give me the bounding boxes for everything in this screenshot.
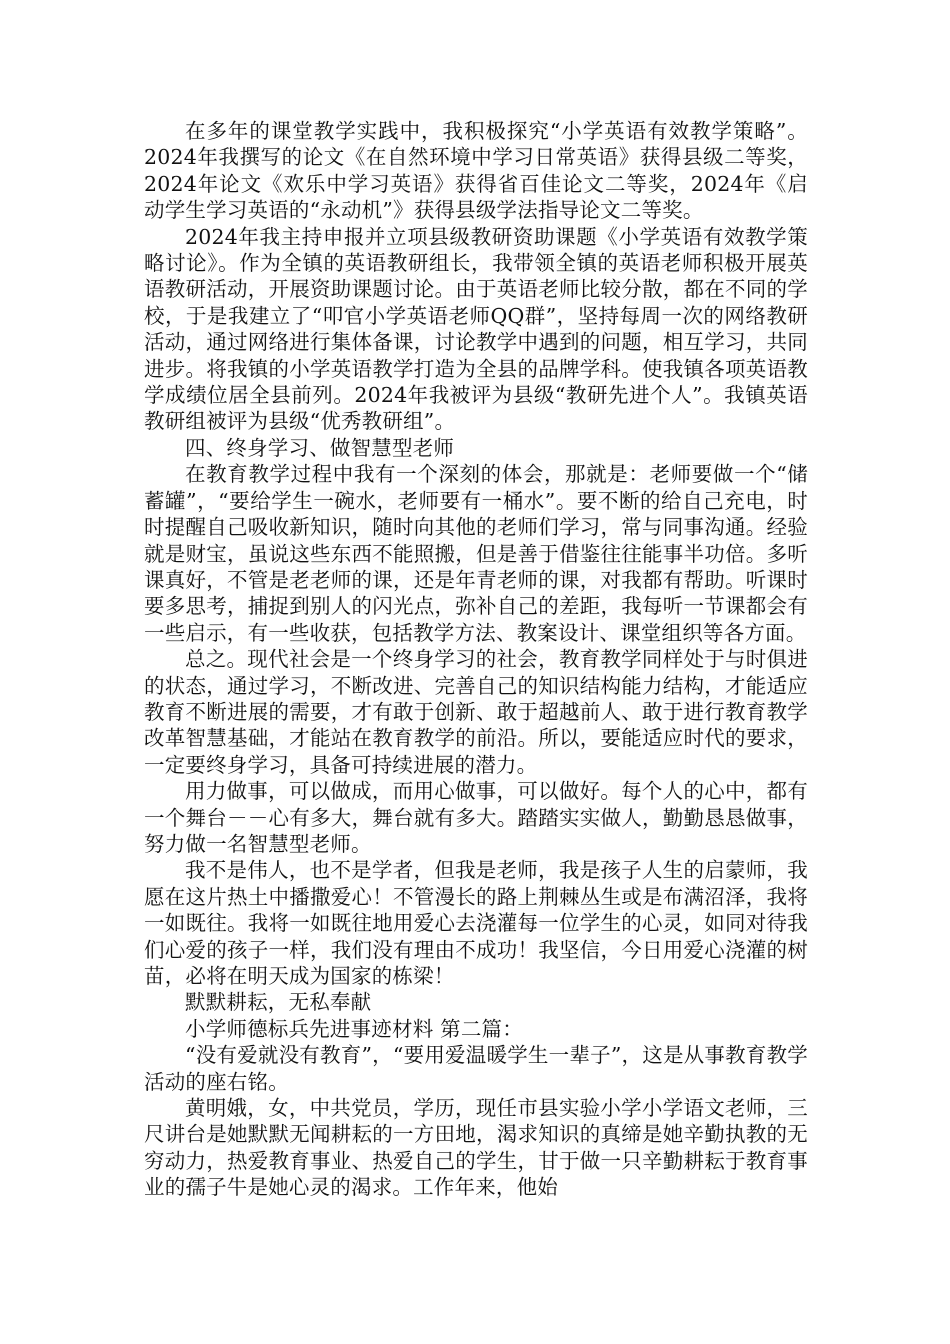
- paragraph-motto: 默默耕耘，无私奉献: [185, 990, 372, 1015]
- section-heading-lifelong-learning: 四、终身学习、做智慧型老师: [185, 435, 455, 460]
- paragraph-summary: 总之。现代社会是一个终身学习的社会，教育教学同样处于与时俱进的状态，通过学习，不断改进、完善自己的知识结构能力结构，才能适应教育不断进展的需要，才有敢于创新、敢于超越前人、敢于进行教育教学改革智慧基础，才能站在教育教学的前沿。所以，要能适应时代的要求，一定要终身学习，具备可持续进展的潜力。: [144, 647, 808, 777]
- paragraph-research-project: 2024年我主持申报并立项县级教研资助课题《小学英语有效教学策略讨论》。作为全镇的英语教研组长，我带领全镇的英语老师积极开展英语教研活动，开展资助课题讨论。由于英语老师比较分散，都在不同的学校，于是我建立了“叩官小学英语老师QQ群”，坚持每周一次的网络教研活动，通过网络进行集体备课，讨论教学中遇到的问题，相互学习，共同进步。将我镇的小学英语教学打造为全县的品牌学科。使我镇各项英语教学成绩位居全县前列。2024年我被评为县级“教研先进个人”。我镇英语教研组被评为县级“优秀教研组”。: [144, 224, 808, 434]
- paragraph-teaching-experience: 在教育教学过程中我有一个深刻的体会，那就是：老师要做一个“储蓄罐”，“要给学生一碗水，老师要有一桶水”。要不断的给自己充电，时时提醒自己吸收新知识，随时向其他的老师们学习，常与同事沟通。经验就是财宝，虽说这些东西不能照搬，但是善于借鉴往往能事半功倍。多听课真好，不管是老老师的课，还是年青老师的课，对我都有帮助。听课时要多思考，捕捉到别人的闪光点，弥补自己的差距，我每听一节课都会有一些启示，有一些收获，包括教学方法、教案设计、课堂组织等各方面。: [144, 462, 808, 645]
- paragraph-effort: 用力做事，可以做成，而用心做事，可以做好。每个人的心中，都有一个舞台－－心有多大，舞台就有多大。踏踏实实做人，勤勤恳恳做事，努力做一名智慧型老师。: [144, 779, 808, 856]
- paragraph-profile: 黄明娥，女，中共党员，学历，现任市县实验小学小学语文老师，三尺讲台是她默默无闻耕耘的一方田地，渴求知识的真缔是她辛勤执教的无穷动力，热爱教育事业、热爱自己的学生，甘于做一只辛勤耕耘于教育事业的孺子牛是她心灵的渴求。工作年来，他始: [144, 1096, 808, 1200]
- document-page: [144, 118, 808, 1201]
- paragraph-second-article-title: 小学师德标兵先进事迹材料 第二篇：: [185, 1016, 523, 1041]
- paragraph-quote: “没有爱就没有教育”，“要用爱温暖学生一辈子”，这是从事教育教学活动的座右铭。: [144, 1043, 808, 1094]
- paragraph-research-papers: 在多年的课堂教学实践中，我积极探究“小学英语有效教学策略”。2024年我撰写的论文《在自然环境中学习日常英语》获得县级二等奖，2024年论文《欢乐中学习英语》获得省百佳论文二等奖，2024年《启动学生学习英语的“永动机”》获得县级学法指导论文二等奖。: [144, 119, 808, 223]
- paragraph-closing: 我不是伟人，也不是学者，但我是老师，我是孩子人生的启蒙师，我愿在这片热土中播撒爱心！不管漫长的路上荆棘丛生或是布满沼泽，我将一如既往。我将一如既往地用爱心去浇灌每一位学生的心灵，如同对待我们心爱的孩子一样，我们没有理由不成功！我坚信，今日用爱心浇灌的树苗，必将在明天成为国家的栋梁！: [144, 858, 808, 988]
